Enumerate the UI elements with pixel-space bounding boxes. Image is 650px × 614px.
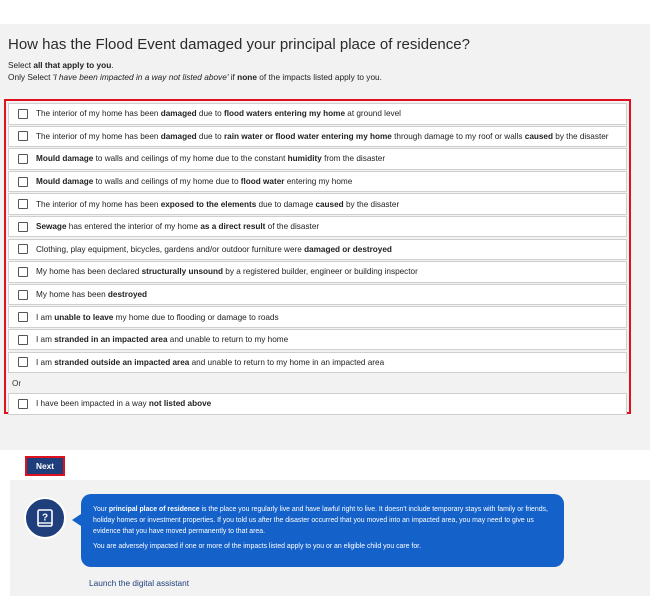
option-text: is the place you regularly live and have lawful right to live. It doesn't include temporary stays with family or friends, holiday homes or investment properties. If you told us after the disaster occurred that you moved into an impacted area, you may need to give us evidence that you have moved permanently to that area. — [93, 506, 548, 535]
option-label — [36, 290, 147, 299]
checkbox[interactable] — [18, 244, 28, 254]
instructions — [8, 59, 382, 83]
impact-options-group — [4, 99, 631, 414]
option-4[interactable] — [8, 171, 627, 193]
checkbox[interactable] — [18, 222, 28, 232]
option-emphasis: rain water or flood water entering my home — [223, 131, 392, 141]
option-5[interactable] — [8, 193, 627, 215]
option-text: I am — [36, 312, 55, 322]
instruction-line-1 — [8, 59, 382, 71]
option-label — [36, 358, 384, 367]
option-emphasis: Mould damage — [36, 177, 94, 187]
option-emphasis: not listed above — [148, 399, 212, 409]
option-text: The interior of my home has been — [36, 199, 161, 209]
option-not-listed[interactable] — [8, 393, 627, 415]
option-emphasis: stranded outside an impacted area — [54, 357, 190, 367]
option-text: entering my home — [284, 177, 353, 187]
checkbox[interactable] — [18, 357, 28, 367]
option-text: from the disaster — [321, 154, 386, 164]
option-emphasis: principal place of residence — [108, 506, 200, 513]
option-emphasis: destroyed — [107, 290, 148, 299]
option-9[interactable] — [8, 284, 627, 306]
instruction-emphasis: none — [237, 72, 257, 82]
checkbox[interactable] — [18, 109, 28, 119]
option-text: at ground level — [345, 109, 401, 119]
option-6[interactable] — [8, 216, 627, 238]
question-book-icon — [34, 507, 56, 529]
instruction-emphasis: all that apply to you — [33, 60, 112, 70]
option-label — [36, 335, 288, 344]
option-text: due to — [196, 131, 224, 141]
option-10[interactable] — [8, 306, 627, 328]
option-emphasis: stranded in an impacted area — [54, 335, 168, 345]
option-text: through damage to my roof or walls — [391, 131, 525, 141]
checkbox[interactable] — [18, 290, 28, 300]
info-paragraph-1 — [93, 504, 552, 537]
option-text: due to damage — [256, 199, 316, 209]
instruction-text: Select — [8, 60, 34, 70]
option-text: I am — [36, 357, 55, 367]
option-text: and unable to return to my home — [167, 335, 289, 345]
question-mark-glyph: ? — [41, 512, 49, 524]
option-text: to walls and ceilings of my home due to the constant — [93, 154, 288, 164]
option-12[interactable] — [8, 352, 627, 374]
info-bubble — [81, 494, 564, 567]
instruction-text: if — [228, 72, 238, 82]
option-text: of the disaster — [265, 222, 320, 232]
option-3[interactable] — [8, 148, 627, 170]
next-button[interactable]: Next — [25, 456, 65, 476]
option-emphasis: damaged or destroyed — [304, 244, 392, 254]
option-1[interactable] — [8, 103, 627, 125]
option-text: due to — [196, 109, 224, 119]
option-emphasis: caused — [315, 199, 344, 209]
option-label — [36, 132, 609, 141]
option-label — [36, 399, 211, 408]
option-emphasis: as a direct result — [200, 222, 266, 232]
option-8[interactable] — [8, 261, 627, 283]
option-text: The interior of my home has been — [36, 131, 161, 141]
instruction-quote: 'I have been impacted in a way not listed above' — [52, 72, 229, 82]
instruction-line-2 — [8, 71, 382, 83]
checkbox[interactable] — [18, 177, 28, 187]
option-label — [36, 267, 418, 276]
option-text: by the disaster — [343, 199, 400, 209]
checkbox[interactable] — [18, 267, 28, 277]
option-text: has entered the interior of my home — [66, 222, 201, 232]
option-emphasis: caused — [524, 131, 553, 141]
checkbox[interactable] — [18, 199, 28, 209]
checkbox[interactable] — [18, 131, 28, 141]
checkbox[interactable] — [18, 154, 28, 164]
option-label — [36, 200, 399, 209]
option-label — [36, 245, 392, 254]
option-label — [36, 222, 319, 231]
option-label — [36, 109, 401, 118]
option-text: I have been impacted in a way — [36, 399, 149, 409]
option-emphasis: damaged — [160, 109, 197, 119]
option-text: My home has been — [36, 290, 108, 299]
option-text: Clothing, play equipment, bicycles, gardens and/or outdoor furniture were — [36, 244, 305, 254]
option-label — [36, 177, 352, 186]
option-text: by a registered builder, engineer or building inspector — [223, 267, 418, 277]
checkbox[interactable] — [18, 335, 28, 345]
impact-options-list — [8, 103, 627, 373]
option-text: by the disaster — [552, 131, 609, 141]
option-text: my home due to flooding or damage to roads — [113, 312, 279, 322]
option-emphasis: exposed to the elements — [160, 199, 257, 209]
instruction-text: of the impacts listed apply to you. — [257, 72, 382, 82]
option-text: I am — [36, 335, 55, 345]
option-emphasis: unable to leave — [54, 312, 114, 322]
option-emphasis: flood water — [240, 177, 285, 187]
option-7[interactable] — [8, 239, 627, 261]
option-2[interactable] — [8, 126, 627, 148]
or-separator: Or — [12, 379, 22, 389]
option-11[interactable] — [8, 329, 627, 351]
option-emphasis: Mould damage — [36, 154, 94, 164]
instruction-text: . — [111, 60, 114, 70]
option-text: My home has been declared — [36, 267, 142, 277]
option-text: Your — [93, 506, 109, 513]
info-paragraph-2: You are adversely impacted if one or more of the impacts listed apply to you or an eligible child you care for. — [93, 543, 421, 550]
option-text: and unable to return to my home in an impacted area — [189, 357, 385, 367]
checkbox[interactable] — [18, 312, 28, 322]
launch-assistant-link[interactable]: Launch the digital assistant — [89, 578, 190, 588]
option-text: The interior of my home has been — [36, 109, 161, 119]
option-emphasis: structurally unsound — [141, 267, 224, 277]
option-label — [36, 313, 279, 322]
checkbox[interactable] — [18, 399, 28, 409]
help-badge — [24, 497, 66, 539]
option-emphasis: humidity — [287, 154, 322, 164]
option-text: to walls and ceilings of my home due to — [93, 177, 241, 187]
option-emphasis: Sewage — [36, 222, 67, 232]
option-emphasis: damaged — [160, 131, 197, 141]
instruction-text: Only Select — [8, 72, 53, 82]
option-emphasis: flood waters entering my home — [223, 109, 345, 119]
page-question: How has the Flood Event damaged your principal place of residence? — [8, 36, 470, 53]
option-label — [36, 154, 385, 163]
